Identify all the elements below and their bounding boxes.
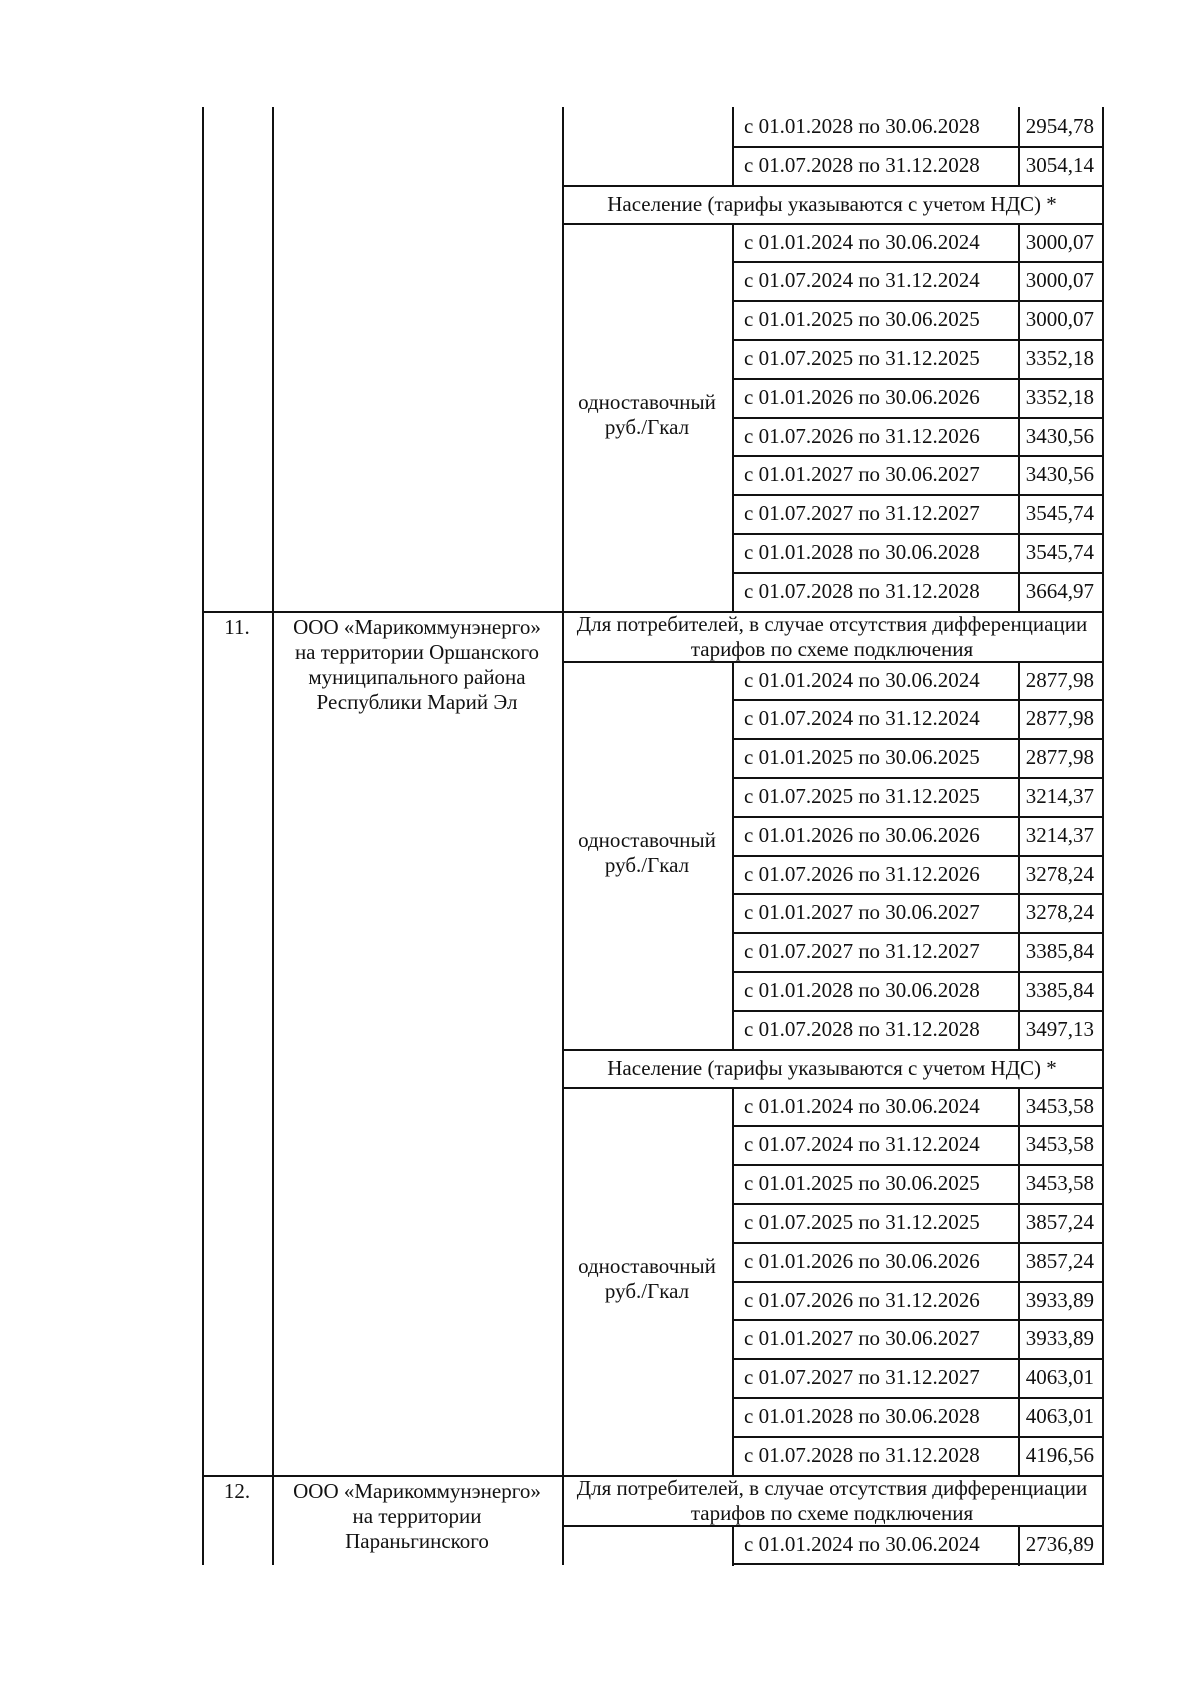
period-cell: с 01.07.2026 по 31.12.2026 [744, 862, 980, 886]
period-cell: с 01.01.2025 по 30.06.2025 [744, 1171, 980, 1195]
rule-v [1018, 533, 1020, 574]
value-cell: 3933,89 [1025, 1288, 1094, 1312]
rule-v [732, 378, 734, 419]
period-cell: с 01.07.2025 по 31.12.2025 [744, 1210, 980, 1234]
group-heading: Для потребителей, в случае отсутствия дифференциации [576, 1476, 1088, 1500]
value-cell: 3453,58 [1025, 1132, 1094, 1156]
rule-h [732, 816, 1104, 818]
value-cell: 3054,14 [1025, 153, 1094, 177]
value-cell: 3857,24 [1025, 1249, 1094, 1273]
rule-v [1018, 1242, 1020, 1283]
rule-v [732, 738, 734, 779]
period-cell: с 01.01.2025 по 30.06.2025 [744, 307, 980, 331]
period-cell: с 01.07.2027 по 31.12.2027 [744, 1365, 980, 1389]
value-cell: 4196,56 [1025, 1443, 1094, 1467]
rule-v [732, 261, 734, 302]
organization-line: Республики Марий Эл [316, 690, 518, 714]
rule-v [1018, 339, 1020, 380]
value-cell: 3000,07 [1025, 230, 1094, 254]
rule-v [732, 1525, 734, 1566]
period-cell: с 01.01.2026 по 30.06.2026 [744, 385, 980, 409]
rule-h [732, 777, 1104, 779]
rule-h [732, 533, 1104, 535]
rule-v [732, 971, 734, 1012]
value-cell: 2877,98 [1025, 745, 1094, 769]
period-cell: с 01.07.2024 по 31.12.2024 [744, 1132, 980, 1156]
value-cell: 3430,56 [1025, 462, 1094, 486]
rule-h [732, 1563, 1104, 1565]
rule-v [732, 699, 734, 740]
rule-v [1018, 1164, 1020, 1205]
rule-h [732, 1397, 1104, 1399]
rule-v [732, 816, 734, 857]
rule-h [732, 572, 1104, 574]
rule-v [732, 855, 734, 896]
period-cell: с 01.01.2024 по 30.06.2024 [744, 668, 980, 692]
rate-type: одноставочный [578, 828, 716, 852]
value-cell: 3214,37 [1025, 784, 1094, 808]
rule-v [1018, 1397, 1020, 1438]
rule-h [562, 185, 1104, 187]
rule-v [1018, 378, 1020, 419]
rule-v [1102, 107, 1104, 1565]
value-cell: 3453,58 [1025, 1094, 1094, 1118]
organization-line: ООО «Марикоммунэнерго» [293, 1479, 541, 1503]
rule-v [732, 417, 734, 458]
rule-v [732, 146, 734, 187]
value-cell: 3385,84 [1025, 978, 1094, 1002]
period-cell: с 01.07.2025 по 31.12.2025 [744, 346, 980, 370]
value-cell: 3430,56 [1025, 424, 1094, 448]
rule-v [1018, 1203, 1020, 1244]
rule-v [732, 932, 734, 973]
rule-h [732, 893, 1104, 895]
rule-v [732, 1125, 734, 1166]
rule-h [732, 494, 1104, 496]
rate-type: одноставочный [578, 390, 716, 414]
value-cell: 3453,58 [1025, 1171, 1094, 1195]
value-cell: 3664,97 [1025, 579, 1094, 603]
rate-type: одноставочный [578, 1254, 716, 1278]
rule-v [202, 107, 204, 1565]
rule-v [1018, 777, 1020, 818]
value-cell: 3545,74 [1025, 501, 1094, 525]
period-cell: с 01.01.2026 по 30.06.2026 [744, 823, 980, 847]
period-cell: с 01.07.2028 по 31.12.2028 [744, 1017, 980, 1041]
rule-h [732, 932, 1104, 934]
value-cell: 3933,89 [1025, 1326, 1094, 1350]
rule-v [732, 1242, 734, 1283]
rule-v [1018, 738, 1020, 779]
rule-v [732, 1164, 734, 1205]
period-cell: с 01.01.2028 по 30.06.2028 [744, 540, 980, 564]
rule-v [1018, 971, 1020, 1012]
rule-h [732, 971, 1104, 973]
rule-v [1018, 417, 1020, 458]
rule-v [1018, 146, 1020, 187]
value-cell: 3352,18 [1025, 385, 1094, 409]
value-cell: 4063,01 [1025, 1365, 1094, 1389]
period-cell: с 01.01.2027 по 30.06.2027 [744, 462, 980, 486]
rule-h [562, 661, 1104, 663]
rule-h [732, 699, 1104, 701]
rule-v [732, 1358, 734, 1399]
period-cell: с 01.01.2024 по 30.06.2024 [744, 230, 980, 254]
rule-h [732, 455, 1104, 457]
rule-v [732, 455, 734, 496]
rule-v [562, 107, 564, 1565]
rule-v [732, 494, 734, 535]
rule-v [732, 1087, 734, 1128]
rule-h [732, 1358, 1104, 1360]
period-cell: с 01.07.2024 по 31.12.2024 [744, 268, 980, 292]
rule-v [1018, 1436, 1020, 1477]
value-cell: 2877,98 [1025, 668, 1094, 692]
rule-h [732, 1010, 1104, 1012]
value-cell: 3352,18 [1025, 346, 1094, 370]
rule-v [1018, 661, 1020, 702]
value-cell: 3385,84 [1025, 939, 1094, 963]
rule-v [1018, 572, 1020, 613]
rule-v [732, 300, 734, 341]
row-number: 11. [224, 615, 250, 639]
rule-h [732, 339, 1104, 341]
rule-h [732, 1164, 1104, 1166]
value-cell: 4063,01 [1025, 1404, 1094, 1428]
period-cell: с 01.01.2028 по 30.06.2028 [744, 1404, 980, 1428]
rule-v [1018, 1125, 1020, 1166]
organization-line: Параньгинского [345, 1529, 489, 1553]
period-cell: с 01.07.2025 по 31.12.2025 [744, 784, 980, 808]
rule-h [562, 1087, 1104, 1089]
period-cell: с 01.07.2024 по 31.12.2024 [744, 706, 980, 730]
rule-v [272, 107, 274, 1565]
period-cell: с 01.07.2028 по 31.12.2028 [744, 153, 980, 177]
rule-v [1018, 261, 1020, 302]
rule-h [732, 1242, 1104, 1244]
period-cell: с 01.07.2026 по 31.12.2026 [744, 1288, 980, 1312]
rule-v [1018, 855, 1020, 896]
period-cell: с 01.01.2024 по 30.06.2024 [744, 1532, 980, 1556]
value-cell: 3000,07 [1025, 307, 1094, 331]
value-cell: 2954,78 [1025, 114, 1094, 138]
period-cell: с 01.01.2028 по 30.06.2028 [744, 114, 980, 138]
rule-h [732, 855, 1104, 857]
value-cell: 2736,89 [1025, 1532, 1094, 1556]
rule-v [732, 1281, 734, 1322]
group-heading: Для потребителей, в случае отсутствия дифференциации [576, 612, 1088, 636]
period-cell: с 01.01.2027 по 30.06.2027 [744, 1326, 980, 1350]
rule-v [732, 223, 734, 264]
group-heading: тарифов по схеме подключения [690, 1501, 974, 1525]
rule-v [1018, 1281, 1020, 1322]
rule-h [732, 378, 1104, 380]
value-cell: 3545,74 [1025, 540, 1094, 564]
rule-v [732, 339, 734, 380]
rule-h [732, 146, 1104, 148]
group-heading: тарифов по схеме подключения [690, 637, 974, 661]
rule-v [732, 1397, 734, 1438]
rule-v [1018, 1358, 1020, 1399]
period-cell: с 01.01.2026 по 30.06.2026 [744, 1249, 980, 1273]
rule-v [1018, 107, 1020, 148]
group-heading: Население (тарифы указываются с учетом НДС) * [607, 1056, 1057, 1080]
rule-v [1018, 300, 1020, 341]
rule-v [732, 893, 734, 934]
period-cell: с 01.01.2028 по 30.06.2028 [744, 978, 980, 1002]
value-cell: 3497,13 [1025, 1017, 1094, 1041]
rule-v [732, 572, 734, 613]
rate-type: руб./Гкал [604, 1279, 690, 1303]
rule-v [1018, 1319, 1020, 1360]
period-cell: с 01.07.2026 по 31.12.2026 [744, 424, 980, 448]
value-cell: 3214,37 [1025, 823, 1094, 847]
rule-h [732, 261, 1104, 263]
value-cell: 3278,24 [1025, 862, 1094, 886]
rule-v [1018, 455, 1020, 496]
rule-v [732, 1436, 734, 1477]
rule-h [732, 1281, 1104, 1283]
rule-v [732, 1203, 734, 1244]
rule-v [732, 533, 734, 574]
rule-v [1018, 816, 1020, 857]
rule-v [1018, 1525, 1020, 1566]
period-cell: с 01.07.2028 по 31.12.2028 [744, 579, 980, 603]
row-number: 12. [223, 1479, 251, 1503]
rule-h [732, 300, 1104, 302]
rule-v [1018, 494, 1020, 535]
rule-h [562, 1525, 1104, 1527]
value-cell: 3278,24 [1025, 900, 1094, 924]
rule-v [732, 777, 734, 818]
rule-v [1018, 1010, 1020, 1051]
organization-line: муниципального района [308, 665, 526, 689]
group-heading: Население (тарифы указываются с учетом НДС) * [607, 192, 1057, 216]
rule-h [732, 417, 1104, 419]
period-cell: с 01.07.2028 по 31.12.2028 [744, 1443, 980, 1467]
rate-type: руб./Гкал [604, 415, 690, 439]
rule-h [562, 1049, 1104, 1051]
rule-v [1018, 223, 1020, 264]
period-cell: с 01.01.2027 по 30.06.2027 [744, 900, 980, 924]
rule-v [732, 107, 734, 148]
value-cell: 3857,24 [1025, 1210, 1094, 1234]
rule-h [732, 1125, 1104, 1127]
organization-line: на территории [352, 1504, 482, 1528]
rule-v [1018, 932, 1020, 973]
period-cell: с 01.07.2027 по 31.12.2027 [744, 501, 980, 525]
value-cell: 3000,07 [1025, 268, 1094, 292]
rule-h [732, 1319, 1104, 1321]
period-cell: с 01.01.2024 по 30.06.2024 [744, 1094, 980, 1118]
organization-line: ООО «Марикоммунэнерго» [293, 615, 541, 639]
value-cell: 2877,98 [1025, 706, 1094, 730]
rule-h [732, 1436, 1104, 1438]
period-cell: с 01.01.2025 по 30.06.2025 [744, 745, 980, 769]
rule-v [1018, 699, 1020, 740]
rule-v [732, 1319, 734, 1360]
rule-v [732, 1010, 734, 1051]
rate-type: руб./Гкал [604, 853, 690, 877]
period-cell: с 01.07.2027 по 31.12.2027 [744, 939, 980, 963]
rule-h [732, 738, 1104, 740]
rule-v [1018, 1087, 1020, 1128]
rule-h [562, 223, 1104, 225]
rule-v [732, 661, 734, 702]
rule-v [1018, 893, 1020, 934]
organization-line: на территории Оршанского [294, 640, 540, 664]
rule-h [732, 1203, 1104, 1205]
